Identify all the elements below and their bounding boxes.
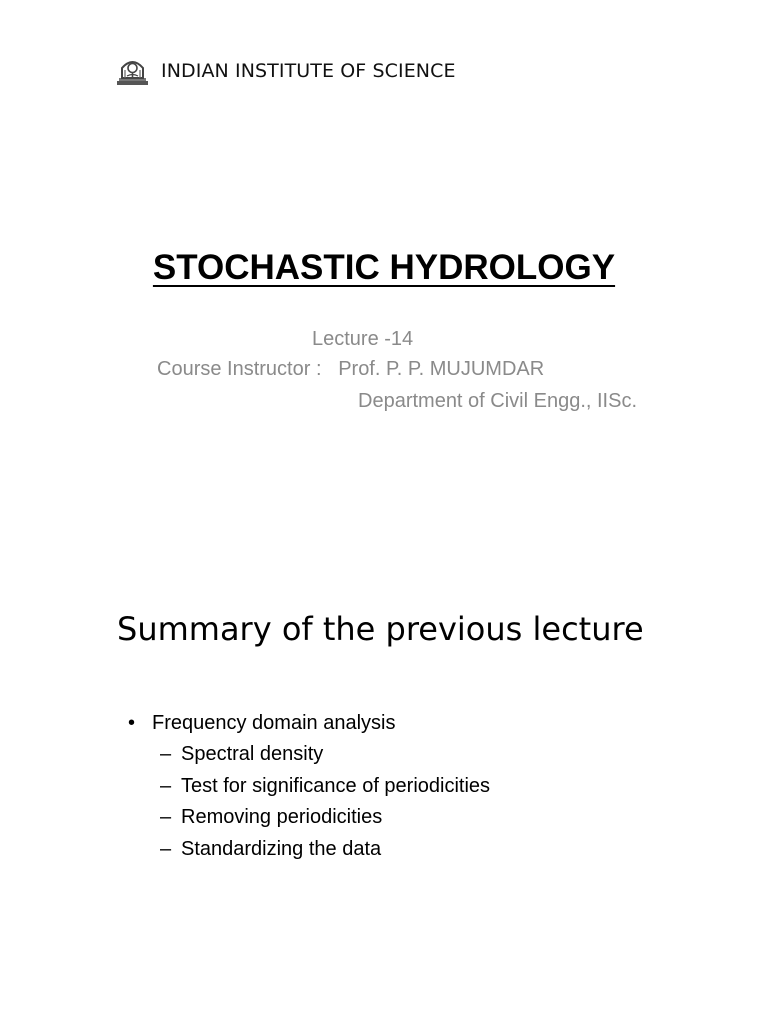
- department: Department of Civil Engg., IISc.: [358, 390, 638, 412]
- sub-list-item-text: Removing periodicities: [181, 806, 383, 829]
- summary-heading: Summary of the previous lecture: [117, 610, 644, 648]
- sub-list-item: [128, 834, 490, 866]
- sub-list-item: [128, 739, 490, 771]
- instructor-label: Course Instructor :: [157, 358, 322, 380]
- list-item: [128, 708, 490, 739]
- institute-name: INDIAN INSTITUTE OF SCIENCE: [161, 60, 456, 82]
- sub-list-item-text: Spectral density: [181, 743, 324, 766]
- sub-list-item-text: Standardizing the data: [181, 837, 382, 860]
- instructor-line: [157, 358, 544, 381]
- iisc-emblem-icon: [116, 56, 149, 86]
- instructor-name: Prof. P. P. MUJUMDAR: [338, 358, 545, 380]
- summary-list: [128, 708, 490, 865]
- sub-list-item: [128, 771, 490, 803]
- list-item-text: Frequency domain analysis: [152, 712, 396, 734]
- lecture-number: Lecture -14: [312, 328, 414, 350]
- dash-mark: –: [160, 743, 172, 766]
- sub-list-item: [128, 802, 490, 834]
- dash-mark: –: [160, 806, 172, 829]
- dash-mark: –: [160, 837, 172, 860]
- bullet-mark: •: [128, 712, 136, 734]
- dash-mark: –: [160, 774, 172, 797]
- sub-list-item-text: Test for significance of periodicities: [181, 774, 491, 797]
- slide-header: [116, 56, 456, 86]
- slide-title: [0, 248, 768, 288]
- slide-title-text: STOCHASTIC HYDROLOGY: [152, 248, 616, 287]
